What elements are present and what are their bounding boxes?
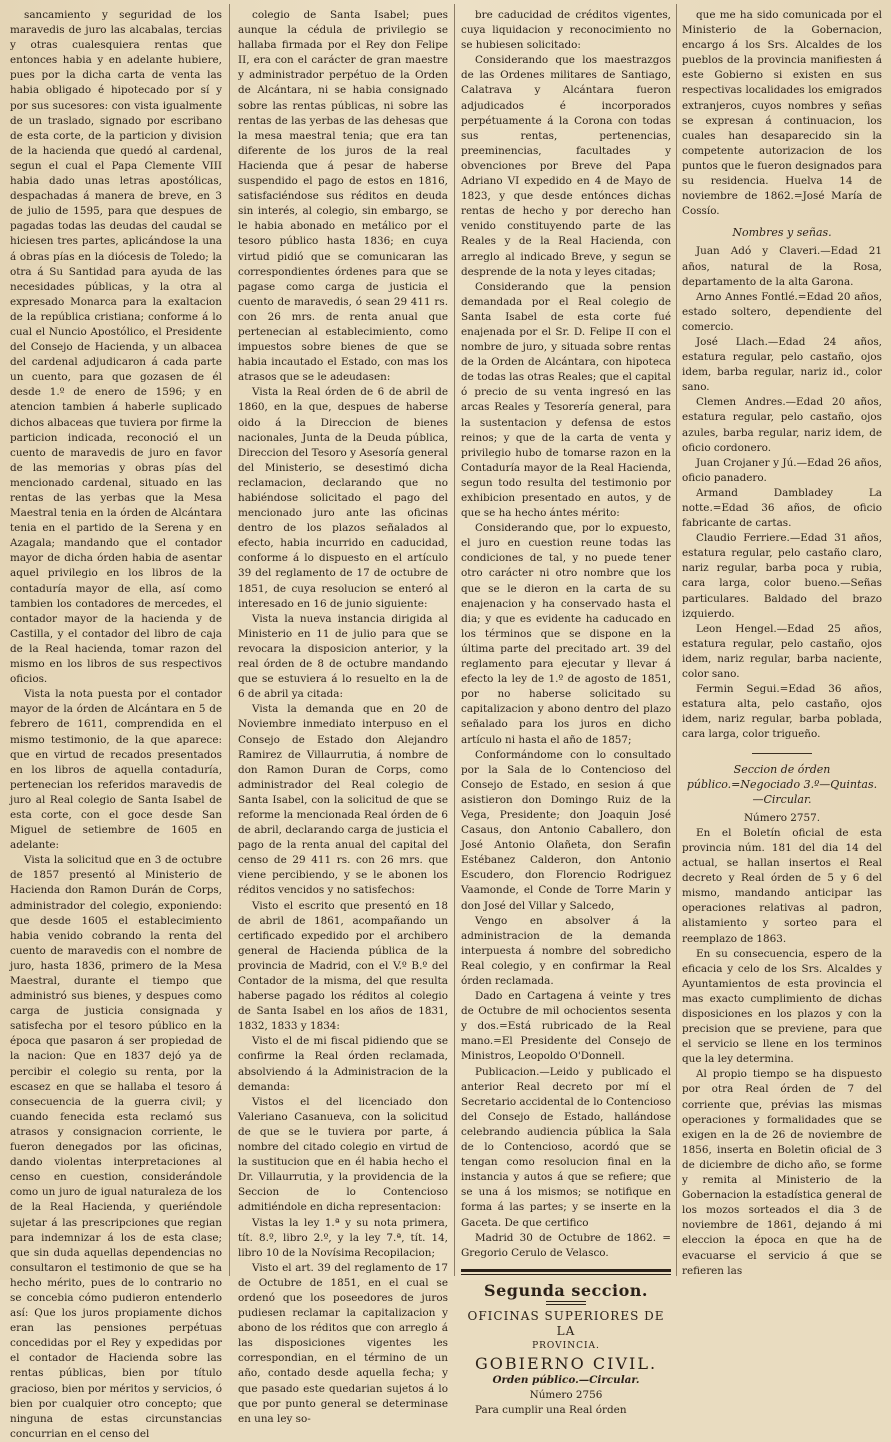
signature-line: Madrid 30 de Octubre de 1862. = Gregorio Cerulo de Velasco. xyxy=(461,1231,671,1259)
paragraph: Vistos el del licenciado don Valeriano Casanueva, con la solicitud de que se le tuviera por parte, á nombre del citado colegio en virtud de la sustitucion que en él habia hecho el Dr. Villaurrutia, y la providencia de la Seccion de lo Contencioso admitiéndole en dicha representacion: xyxy=(238,1095,448,1214)
paragraph: Considerando que la pension demandada por el Real colegio de Santa Isabel de esta corte fué enajenada por el Sr. D. Felipe II con el nombre de juro, y situada sobre rentas de la Orden de Alcántara, con hipoteca de todas las otras Reales; que el capital ó precio de su venta ingresó en las arcas Reales y Tesorería general, para la sustentacion y defensa de estos reinos; y que de la carta de venta y privilegio hubo de tomarse razon en la Contaduría mayor de la Real Hacienda, segun todo resulta del testimonio por exhibicion presentado en autos, y de que se ha hecho ántes mérito: xyxy=(461,280,671,520)
notice-number: Número 2757. xyxy=(743,811,821,824)
person-entry: Clemen Andres.—Edad 20 años, estatura regular, pelo castaño, ojos azules, barba regular, nariz idem, de oficio cordonero. xyxy=(682,396,882,454)
paragraph: Considerando que los maestrazgos de las Ordenes militares de Santiago, Calatrava y Alcántara fueron adjudicados é incorporados perpétuamente á la Corona con todas sus rentas, pertenencias, preeminencias, facultades y obvenciones por Breve del Papa Adriano VI expedido en 4 de Mayo de 1823, y que desde entónces dichas rentas de hecho y por derecho han venido constituyendo parte de las Reales y de la Real Hacienda, con arreglo al indicado Breve, y segun se desprende de la nota y leyes citadas; xyxy=(461,54,671,278)
ornament-rule xyxy=(546,1301,586,1305)
paragraph: Vista la nota puesta por el contador mayor de la órden de Alcántara en 5 de febrero de 1611, comprendida en el mismo testimonio, de la que aparece: que en virtud de recados presentados en los libros de aquella contaduría, pertenecian los referidos maravedis de juro al Real colegio de Santa Isabel de esta corte, con el goce desde San Miguel de setiembre de 1605 en adelante: xyxy=(10,688,222,852)
names-heading: Nombres y señas. xyxy=(732,226,832,240)
section-title: Segunda seccion. xyxy=(484,1280,648,1300)
order-heading: Orden público.—Circular. xyxy=(492,1374,640,1387)
paragraph: Dado en Cartagena á veinte y tres de Octubre de mil ochocientos sesenta y dos.=Está rubricado de la Real mano.=El Presidente del Consejo de Ministros, Leopoldo O'Donnell. xyxy=(461,990,671,1063)
section-rule xyxy=(461,1269,671,1272)
column-3 xyxy=(461,8,671,1417)
paragraph: bre caducidad de créditos vigentes, cuya liquidacion y reconocimiento no se hubiesen solicitado: xyxy=(461,9,671,52)
paragraph: que me ha sido comunicada por el Ministerio de la Gobernacion, encargo á los Srs. Alcaldes de los pueblos de la provincia manifiesten á este Gobierno si existen en sus respectivas localidades los emigrados extranjeros, cuyos nombres y señas se expresan á continuacion, los cuales han desaparecido sin la competente autorizacion de los puntos que le fueron designados para su residencia. Huelva 14 de noviembre de 1862.=José María de Cossío. xyxy=(682,9,882,218)
paragraph: Vengo en absolver á la administracion de la demanda interpuesta á nombre del sobredicho Real colegio, y en confirmar la Real órden reclamada. xyxy=(461,914,671,987)
paragraph: Para cumplir una Real órden xyxy=(475,1404,627,1417)
column-1 xyxy=(10,8,222,1440)
column-4 xyxy=(682,8,882,1276)
section-rule xyxy=(461,1274,671,1275)
column-rule xyxy=(229,4,230,1276)
paragraph: Vista la demanda que en 20 de Noviembre inmediato interpuso en el Consejo de Estado don Alejandro Ramirez de Villaurrutia, á nombre de don Ramon Duran de Corps, como administrador del Real colegio de Santa Isabel, con la solicitud de que se reforme la mencionada Real órden de 6 de abril, declarando carga de justicia el pago de la renta anual del capital del censo de 29 411 rs. con 26 mrs. que viene percibiendo, y se le abonen los réditos vencidos y no satisfechos: xyxy=(238,703,448,897)
person-entry: Juan Crojaner y Jú.—Edad 26 años, oficio panadero. xyxy=(682,456,882,484)
paragraph: Vista la Real órden de 6 de abril de 1860, en la que, despues de haberse oido á la Direccion de bienes nacionales, Junta de la Deuda pública, Direccion del Tesoro y Asesoría general del Ministerio, se desestimó dicha reclamacion, declarando que no habiéndose solicitado el pago del mencionado juro ante las oficinas dentro de los plazos señalados al efecto, habia incurrido en caducidad, conforme á lo dispuesto en el artículo 39 del reglamento de 17 de octubre de 1851, de cuya resolucion se enteró al interesado en 16 de junio siguiente: xyxy=(238,386,448,610)
paragraph: Publicacion.—Leido y publicado el anterior Real decreto por mí el Secretario accidental de lo Contencioso del Consejo de Estado, hallándose celebrando audiencia pública la Sala de lo Contencioso, acordó que se tengan como resolucion final en la instancia y autos á que se refiere; que se una á los mismos; se notifique en forma á las partes; y se inserte en la Gaceta. De que certifico xyxy=(461,1065,671,1229)
paragraph: colegio de Santa Isabel; pues aunque la cédula de privilegio se hallaba firmada por el Rey don Felipe II, era con el carácter de gran maestre y administrador perpétuo de la Orden de Alcántara, ni se habia consignado sobre las rentas públicas, ni sobre las rentas de las yerbas de las dehesas que la mesa maestral tenia; que era tan diferente de los juros de la real Hacienda que á pesar de haberse suspendido el pago de estos en 1816, satisfaciéndose sus réditos en deuda sin interés, al colegio, sin embargo, se le habia abonado en metálico por el tesoro público hasta 1836; en cuya virtud pidió que se comunicaran las correspondientes órdenes para que se pagase como carga de justicia el cuento de maravedis, ó sean 29 411 rs. con 26 mrs. de renta anual que pertenecian al establecimiento, como impuestos sobre bienes de que se habia incautado el Estado, con mas los atrasos que se le adeudasen: xyxy=(238,9,448,384)
separator-rule xyxy=(752,753,812,754)
person-entry: José Llach.—Edad 24 años, estatura regular, pelo castaño, ojos idem, barba regular, nariz id., color sano. xyxy=(682,335,882,394)
government-heading: GOBIERNO CIVIL. xyxy=(474,1354,658,1374)
person-entry: Leon Hengel.—Edad 25 años, estatura regular, pelo castaño, ojos idem, nariz regular, barba naciente, color sano. xyxy=(682,622,882,681)
paragraph: En el Boletín oficial de esta provincia núm. 181 del dia 14 del actual, se hallan insertos el Real decreto y Real órden de 5 y 6 del mismo, mandando anticipar las operaciones relativas al padron, alistamiento y sorteo para el reemplazo de 1863. xyxy=(682,826,882,945)
paragraph: Vista la nueva instancia dirigida al Ministerio en 11 de julio para que se revocara la disposicion anterior, y la real órden de 8 de octubre mandando que se estuviera á lo resuelto en la de 6 de abril ya citada: xyxy=(238,612,448,701)
paragraph: En su consecuencia, espero de la eficacia y celo de los Srs. Alcaldes y Ayuntamientos de esta provincia el mas exacto cumplimiento de dichas disposiciones en los plazos y con la precision que se previene, para que el servicio se llene en los terminos que la ley determina. xyxy=(682,947,882,1066)
paragraph: Visto el escrito que presentó en 18 de abril de 1861, acompañando un certificado expedido por el archibero general de Hacienda pública de la provincia de Madrid, con el V.º B.º del Contador de la misma, del que resulta haberse pagado los réditos al colegio de Santa Isabel en los años de 1831, 1832, 1833 y 1834: xyxy=(238,899,448,1033)
paragraph: Considerando que, por lo expuesto, el juro en cuestion reune todas las condiciones de tal, y no puede tener otro carácter ni otro nombre que los que se le dieron en la carta de su enajenacion y ha conservado hasta el dia; y que es evidente ha caducado en los términos que se dispone en la última parte del precitado art. 39 del reglamento para ejecutar y llevar á efecto la ley de 1.º de agosto de 1851, por no haberse solicitado su capitalizacion y abono dentro del plazo señalado para los juros en dicho artículo ni hasta el año de 1857; xyxy=(461,522,671,746)
paragraph: Vista la solicitud que en 3 de octubre de 1857 presentó al Ministerio de Hacienda don Ramon Durán de Corps, administrador del colegio, exponiendo: que desde 1605 el establecimiento habia venido cobrando la renta del cuento de maravedis con el nombre de juro, hasta 1836, primero de la Mesa Maestral, durante el tiempo que administró sus bienes, y despues como carga de justicia consignada y satisfecha por el tesoro público en la época que pasaron á ser propiedad de la nacion: Que en 1837 dejó ya de percibir el colegio su renta, por la escasez en que se hallaba el tesoro á consecuencia de la guerra civil; y cuando fenecida esta reclamó sus atrasos y consignacion corriente, le fueron denegados por las oficinas, dando violentas interpretaciones al censo en cuestion, considerándole como un juro de igual naturaleza de los de la Real Hacienda, y queriéndole sujetar á las prescripciones que regian para indemnizar á los de esta clase; que sin duda aquellas dependencias no consultaron el testimonio de que se ha hecho mérito, pues de lo contrario no se concebia cómo pudieron entenderlo así: Que los juros propiamente dichos eran las pensiones perpétuas concedidas por el Rey y expedidas por el contador de Hacienda sobre las rentas públicas, bien por título gracioso, bien por méritos y servicios, ó bien por cualquier otro concepto; que ninguna de estas circunstancias concurrian en el censo del xyxy=(10,854,222,1440)
paragraph: Al propio tiempo se ha dispuesto por otra Real órden de 7 del corriente que, prévias las mismas operaciones y formalidades que se exigen en la de 26 de noviembre de 1856, inserta en Boletin oficial de 3 de diciembre de dicho año, se forme y remita al Ministerio de la Gobernacion la estadística general de los mozos sorteados el dia 3 de noviembre de 1861, dejando á mi eleccion la época en que ha de evacuarse el servicio á que se refieren las xyxy=(682,1068,882,1277)
column-rule xyxy=(676,4,677,1276)
column-2 xyxy=(238,8,448,1425)
section-heading: Seccion de órden público.=Negociado 3.º—Quintas.—Circular. xyxy=(686,762,878,806)
paragraph: Conformándome con lo consultado por la Sala de lo Contencioso del Consejo de Estado, en sesion á que asistieron don Domingo Ruiz de la Vega, Presidente; don Joaquin José Casaus, don Antonio Caballero, don José Antonio Olañeta, don Serafin Estébanez Calderon, don Antonio Escudero, don Florencio Rodriguez Vaamonde, el Conde de Torre Marin y don José del Villar y Salcedo, xyxy=(461,748,671,912)
paragraph: Visto el art. 39 del reglamento de 17 de Octubre de 1851, en el cual se ordenó que los poseedores de juros pudiesen reclamar la capitalizacion y abono de los réditos que con arreglo á las disposiciones vigentes les correspondian, en el término de un año, contado desde aquella fecha; y que pasado este quedarian sujetos á lo que por punto general se determinase en una ley so- xyxy=(238,1261,448,1425)
paragraph: Vistas la ley 1.ª y su nota primera, tít. 8.º, libro 2.º, y la ley 7.ª, tít. 14, libro 10 de la Novísima Recopilacion; xyxy=(238,1216,448,1259)
paragraph: Visto el de mi fiscal pidiendo que se confirme la Real órden reclamada, absolviendo á la Administracion de la demanda: xyxy=(238,1035,448,1093)
notice-number: Número 2756 xyxy=(529,1389,603,1402)
person-entry: Juan Adó y Claveri.—Edad 21 años, natural de la Rosa, departamento de la alta Garona. xyxy=(682,245,882,288)
person-entry: Claudio Ferriere.—Edad 31 años, estatura regular, pelo castaño claro, nariz regular, barba poca y rubia, cara larga, color bueno.—Señas particulares. Baldado del brazo izquierdo. xyxy=(682,532,882,620)
offices-heading: OFICINAS SUPERIORES DE LA xyxy=(467,1308,665,1338)
person-entry: Armand Dambladey La notte.=Edad 36 años, de oficio fabricante de cartas. xyxy=(682,486,882,530)
person-entry: Arno Annes Fontlé.=Edad 20 años, estado soltero, dependiente del comercio. xyxy=(682,290,882,333)
person-entry: Fermin Segui.=Edad 36 años, estatura alta, pelo castaño, ojos idem, nariz regular, barba poblada, cara larga, color trigueño. xyxy=(682,683,882,741)
column-rule xyxy=(454,4,455,1276)
province-heading: PROVINCIA. xyxy=(532,1341,600,1352)
paragraph: sancamiento y seguridad de los maravedis de juro las alcabalas, tercias y otras cualesquiera rentas que entonces habia y en adelante hubiere, pues por la dicha carta de venta las habia obligado é hipotecado por sí y por sus sucesores: con vista igualmente de un traslado, signado por escribano de esta corte, de la particion y division de la hacienda que quedó al cardenal, segun el cual el Papa Clemente VIII habia dado unas letras apostólicas, despachadas á manera de breve, en 3 de julio de 1595, para que despues de pagadas todas las deudas del caudal se hiciesen tres partes, aplicándose la una á obras pías en la diócesis de Toledo; la otra á Su Santidad para ayuda de las necesidades públicas, y la otra al expresado Monarca para la exaltacion de la república cristiana; conforme á lo cual el Nuncio Apostólico, el Presidente del Consejo de Hacienda, y un albacea del cardenal adjudicaron á cada parte un cuento, para que gozasen de él desde 1.º de enero de 1596; y en atencion tambien á haberle suplicado dichos albaceas que tuviera por firme la particion indicada, reconoció el un cuento de maravedis de juro en favor de las memorias y obras pías del mencionado cardenal, situado en las rentas de las yerbas que la Mesa Maestral tenia en la órden de Alcántara tenia en el partido de la Serena y en Azagala; mandando que el contador mayor de dicha órden habia de asentar aquel privilegio en los libros de la contaduría mayor de ella, así como tambien los contadores de mercedes, el contador mayor de la hacienda y de Castilla, y el contador del libro de caja de la Real hacienda, tomar razon del mismo en los libros de sus respectivos oficios. xyxy=(10,9,222,686)
